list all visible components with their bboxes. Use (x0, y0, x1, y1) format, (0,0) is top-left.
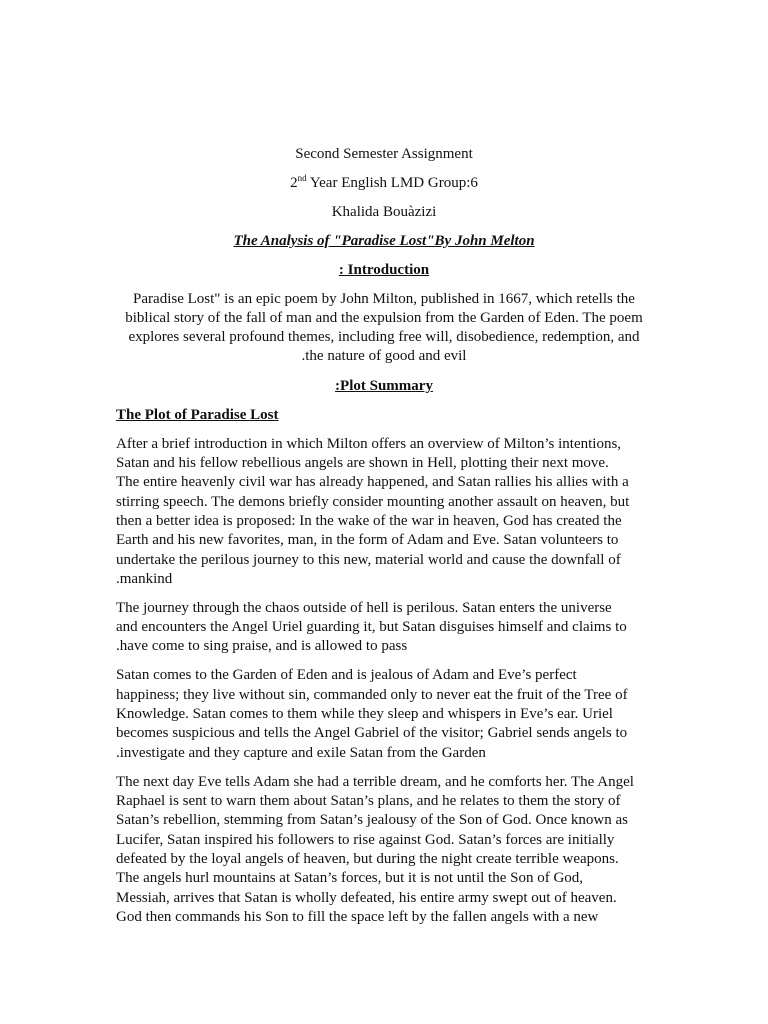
paragraph-line: After a brief introduction in which Milton offers an overview of Milton’s intentions, (116, 436, 622, 452)
paragraph-line: .mankind (116, 571, 173, 587)
paragraph-line: The angels hurl mountains at Satan’s forces, but it is not until the Son of God, (116, 870, 584, 886)
paragraph-line: The entire heavenly civil war has already happened, and Satan rallies his allies with a (116, 474, 629, 490)
assignment-title: Second Semester Assignment (295, 146, 473, 162)
plot-summary-heading: :Plot Summary (335, 378, 433, 394)
paragraph-line: Messiah, arrives that Satan is wholly defeated, his entire army swept out of heaven. (116, 890, 617, 906)
paragraph-line: happiness; they live without sin, commanded only to never eat the fruit of the Tree of (116, 687, 628, 703)
author-name: Khalida Bouàzizi (331, 204, 437, 220)
paragraph-line: Satan comes to the Garden of Eden and is jealous of Adam and Eve’s perfect (116, 667, 577, 683)
introduction-line: explores several profound themes, including free will, disobedience, redemption, and (128, 329, 640, 345)
paragraph-line: The next day Eve tells Adam she had a terrible dream, and he comforts her. The Angel (116, 774, 634, 790)
paragraph-line: Satan’s rebellion, stemming from Satan’s jealousy of the Son of God. Once known as (116, 812, 628, 828)
paragraph-line: Knowledge. Satan comes to them while they sleep and whispers in Eve’s ear. Uriel (116, 706, 613, 722)
paragraph-line: stirring speech. The demons briefly consider mounting another assault on heaven, but (116, 494, 630, 510)
paragraph-line: becomes suspicious and tells the Angel Gabriel of the visitor; Gabriel sends angels to (116, 725, 628, 741)
introduction-line: Paradise Lost" is an epic poem by John Milton, published in 1667, which retells the (133, 291, 635, 307)
paragraph-line: God then commands his Son to fill the space left by the fallen angels with a new (116, 909, 599, 925)
document-title: The Analysis of "Paradise Lost"By John Melton (233, 233, 535, 249)
year-ordinal-suffix: nd (297, 173, 307, 183)
paragraph-line: Lucifer, Satan inspired his followers to rise against God. Satan’s forces are initially (116, 832, 615, 848)
introduction-line: biblical story of the fall of man and the expulsion from the Garden of Eden. The poem (125, 310, 643, 326)
plot-subheading: The Plot of Paradise Lost (116, 407, 279, 423)
paragraph-line: Satan and his fellow rebellious angels are shown in Hell, plotting their next move. (116, 455, 609, 471)
paragraph-line: .have come to sing praise, and is allowed to pass (116, 638, 408, 654)
year-group-text: Year English LMD Group:6 (306, 175, 478, 191)
paragraph-line: defeated by the loyal angels of heaven, but during the night create terrible weapons. (116, 851, 619, 867)
paragraph-line: undertake the perilous journey to this new, material world and cause the downfall of (116, 552, 621, 568)
paragraph-line: The journey through the chaos outside of hell is perilous. Satan enters the universe (116, 600, 612, 616)
paragraph-line: and encounters the Angel Uriel guarding it, but Satan disguises himself and claims to (116, 619, 627, 635)
year-group-line (0, 174, 768, 193)
paragraph-line: then a better idea is proposed: In the wake of the war in heaven, God has created the (116, 513, 622, 529)
paragraph-line: Raphael is sent to warn them about Satan’s plans, and he relates to them the story of (116, 793, 621, 809)
introduction-line: .the nature of good and evil (301, 348, 467, 364)
paragraph-line: Earth and his new favorites, man, in the form of Adam and Eve. Satan volunteers to (116, 532, 619, 548)
introduction-heading: : Introduction (338, 262, 430, 278)
paragraph-line: .investigate and they capture and exile Satan from the Garden (116, 745, 486, 761)
year-number: 2 (290, 175, 298, 191)
